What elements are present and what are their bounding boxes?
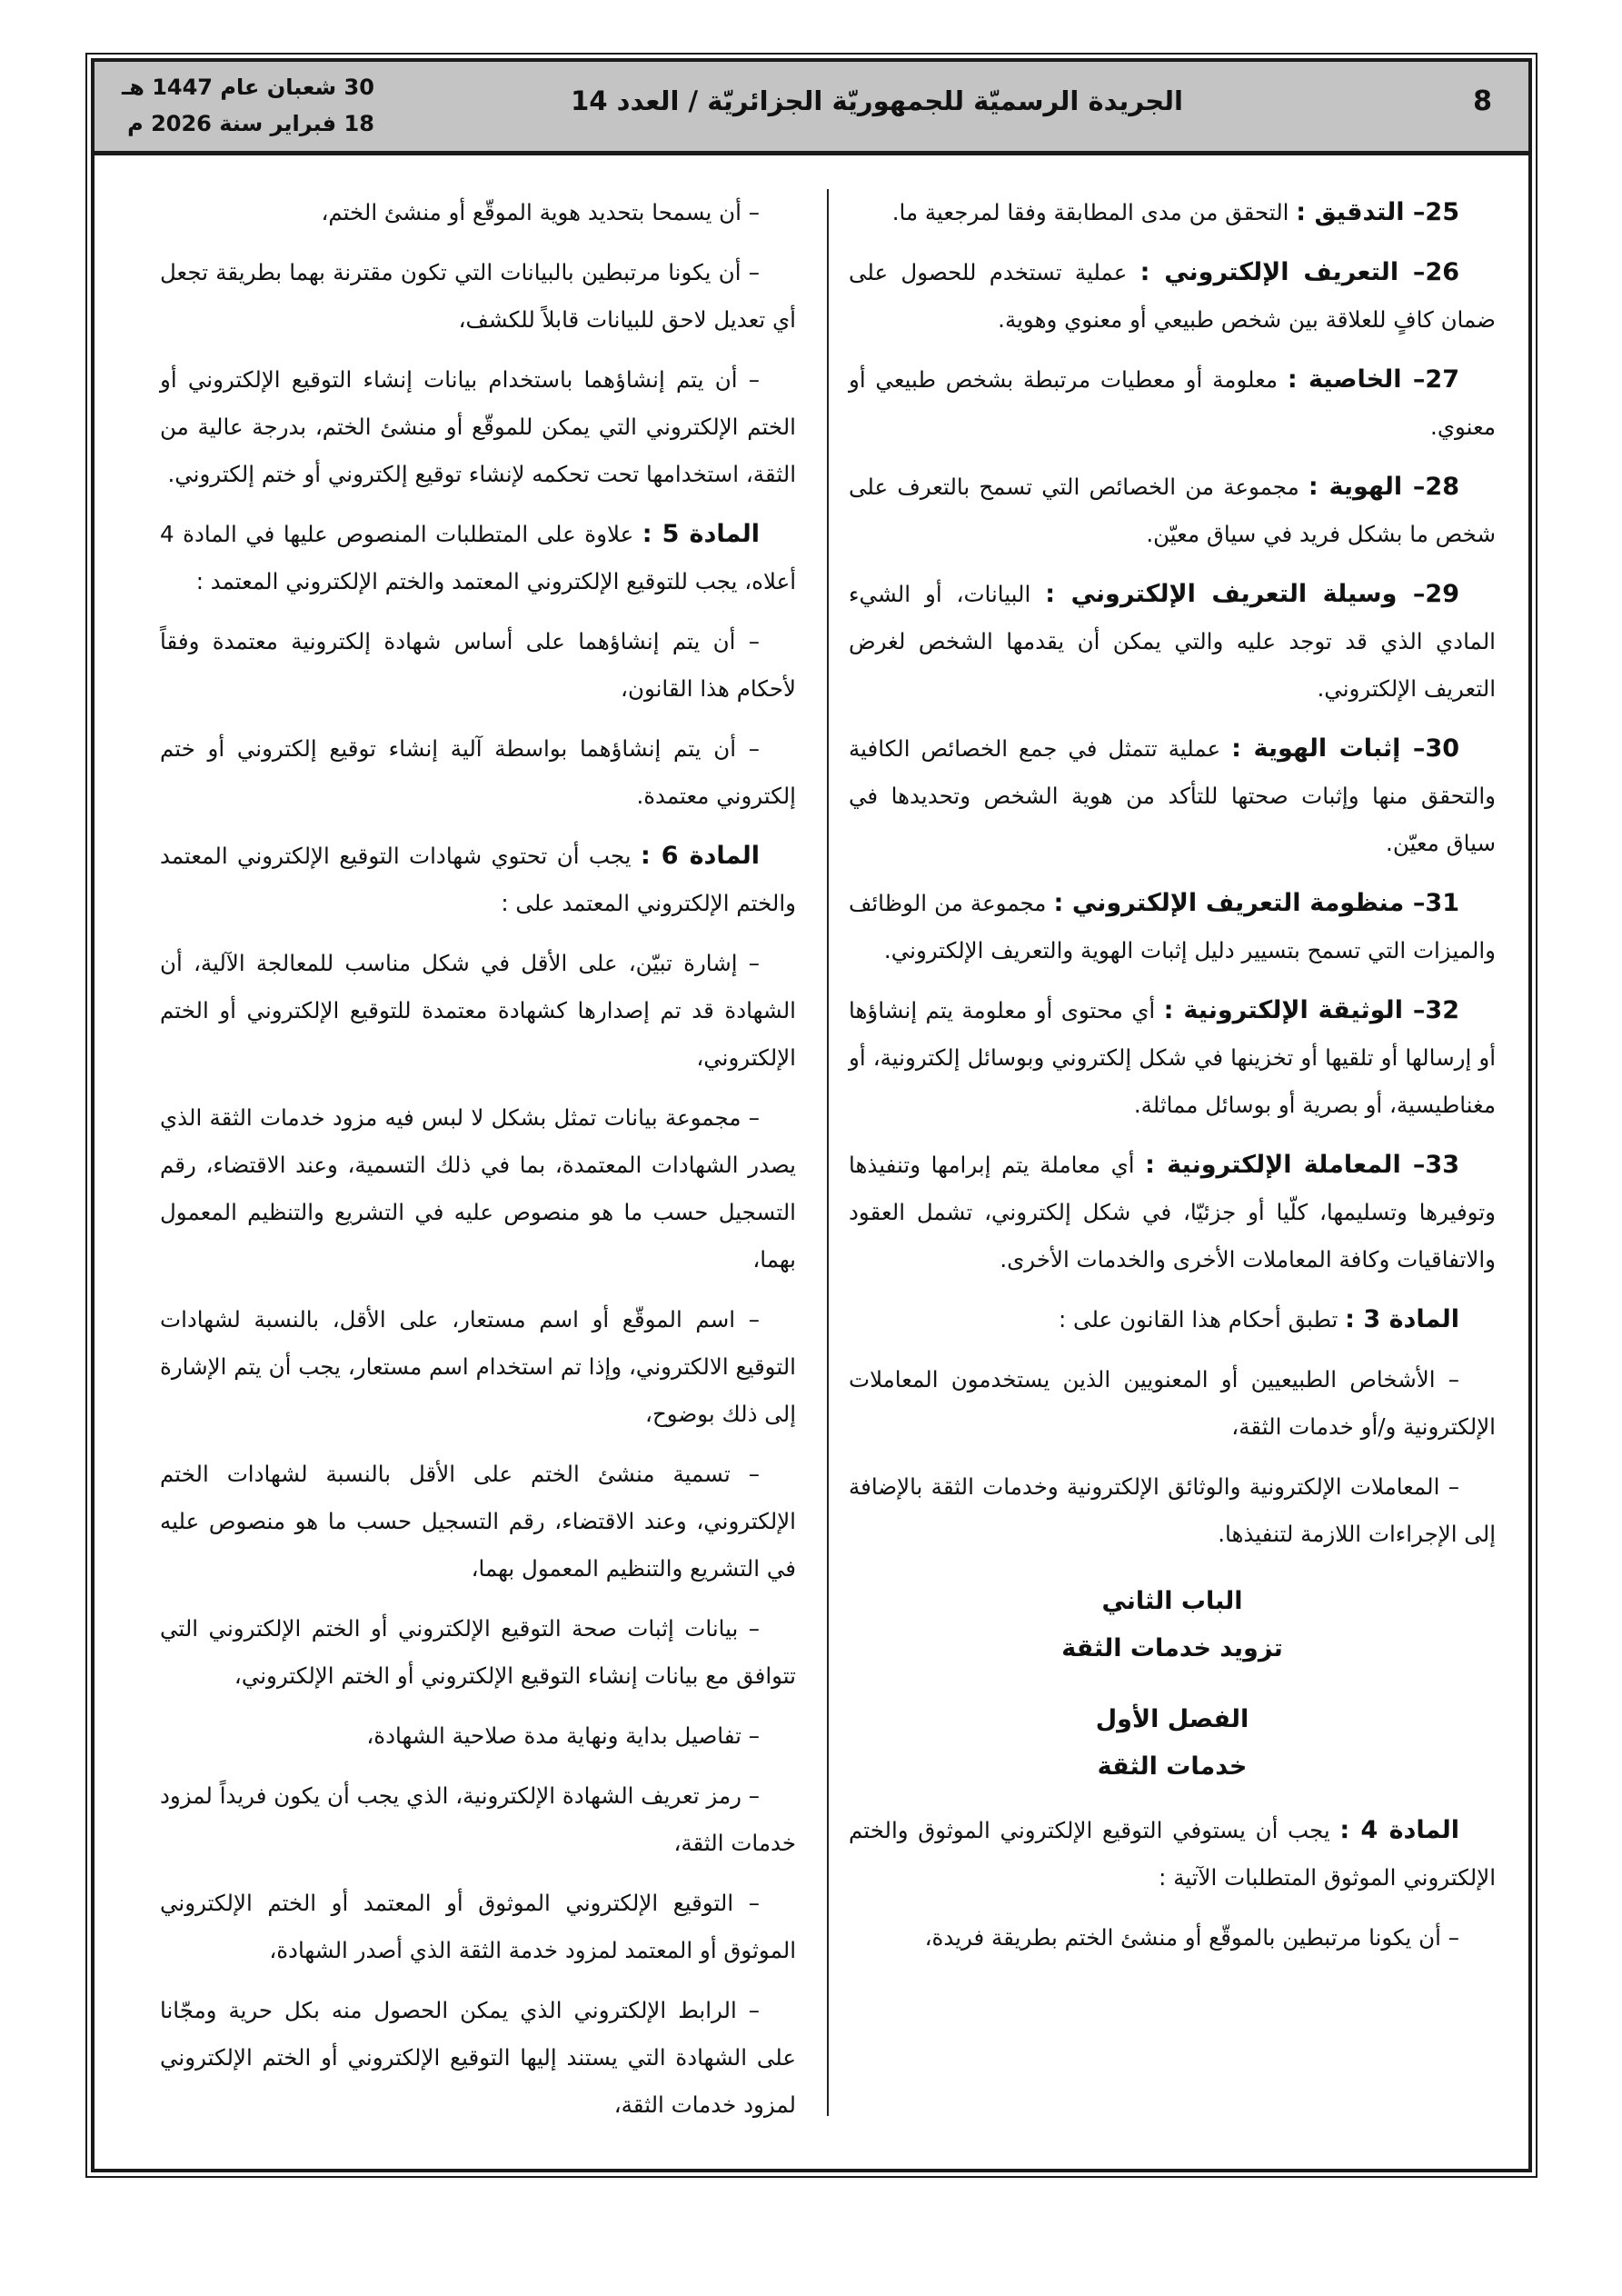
- definition-body: التحقق من مدى المطابقة وفقا لمرجعية ما.: [891, 199, 1297, 225]
- article-3: [849, 1296, 1496, 1343]
- date-gregorian: 18 فبراير سنة 2026 م: [127, 111, 374, 136]
- definition-body: مجموعة من الوظائف والميزات التي تسمح بتسيير دليل إثبات الهوية والتعريف الإلكتروني.: [849, 890, 1496, 963]
- definition-32: [849, 987, 1496, 1129]
- part-name: تزويد خدمات الثقة: [1061, 1634, 1283, 1662]
- list-item: – تسمية منشئ الختم على الأقل بالنسبة لشهادات الختم الإلكتروني، وعند الاقتضاء، رقم التسجيل حسب ما هو منصوص عليه في التشريع والتنظيم المعمول بهما،: [160, 1461, 796, 1582]
- definition-33: [849, 1142, 1496, 1283]
- term: 29– وسيلة التعريف الإلكتروني :: [1045, 580, 1459, 608]
- list-item: – إشارة تبيّن، على الأقل في شكل مناسب للمعالجة الآلية، أن الشهادة قد تم إصدارها كشهادة معتمدة للتوقيع الإلكتروني أو الختم الإلكتروني،: [160, 950, 796, 1071]
- page-frame: [91, 58, 1532, 2172]
- definition-body: عملية تستخدم للحصول على ضمان كافٍ للعلاقة بين شخص طبيعي أو معنوي وهوية.: [849, 259, 1496, 333]
- chapter-title: الفصل الأول: [1095, 1705, 1249, 1733]
- part-title: الباب الثاني: [1101, 1587, 1243, 1615]
- article-5: [160, 511, 796, 605]
- term: 28– الهوية :: [1308, 473, 1459, 501]
- article-body: يجب أن يستوفي التوقيع الإلكتروني الموثوق والختم الإلكتروني الموثوق المتطلبات الآتية :: [849, 1817, 1496, 1891]
- term: 32– الوثيقة الإلكترونية :: [1163, 996, 1459, 1024]
- journal-title: الجريدة الرسميّة للجمهوريّة الجزائريّة / العدد 14: [571, 85, 1183, 116]
- article-label: المادة 6 :: [640, 842, 760, 870]
- date-hijri: 30 شعبان عام 1447 هـ: [122, 75, 374, 100]
- term: 33– المعاملة الإلكترونية :: [1145, 1151, 1459, 1179]
- definition-body: مجموعة من الخصائص التي تسمح بالتعرف على شخص ما بشكل فريد في سياق معيّن.: [849, 474, 1496, 547]
- list-item: – أن يتم إنشاؤهما باستخدام بيانات إنشاء التوقيع الإلكتروني أو الختم الإلكتروني التي يمكن للموقّع أو منشئ الختم، بدرجة عالية من الثقة، استخدامها تحت تحكمه لإنشاء توقيع إلكتروني أو ختم إلكتروني.: [160, 366, 796, 487]
- article-body: يجب أن تحتوي شهادات التوقيع الإلكتروني المعتمد والختم الإلكتروني المعتمد على :: [160, 843, 796, 916]
- definition-25: [849, 189, 1496, 236]
- article-label: المادة 5 :: [642, 520, 760, 548]
- article-label: المادة 3 :: [1345, 1305, 1459, 1333]
- list-item: – مجموعة بيانات تمثل بشكل لا لبس فيه مزود خدمات الثقة الذي يصدر الشهادات المعتمدة، بما في ذلك التسمية، وعند الاقتضاء، رقم التسجيل حسب ما هو منصوص عليه في التشريع والتنظيم المعمول بهما،: [160, 1104, 796, 1273]
- term: 25– التدقيق :: [1296, 198, 1459, 226]
- article-label: المادة 4 :: [1339, 1816, 1460, 1844]
- page-number: 8: [1473, 85, 1492, 117]
- list-item: – رمز تعريف الشهادة الإلكترونية، الذي يجب أن يكون فريداً لمزود خدمات الثقة،: [160, 1782, 796, 1856]
- column-divider: [827, 189, 829, 2116]
- term: 26– التعريف الإلكتروني :: [1139, 258, 1460, 286]
- article-body: علاوة على المتطلبات المنصوص عليها في المادة 4 أعلاه، يجب للتوقيع الإلكتروني المعتمد والختم الإلكتروني المعتمد :: [160, 521, 796, 594]
- list-item: – أن يكونا مرتبطين بالموقّع أو منشئ الختم بطريقة فريدة،: [924, 1924, 1459, 1951]
- definition-body: أي محتوى أو معلومة يتم إنشاؤها أو إرسالها أو تلقيها أو تخزينها في شكل إلكتروني وبوسائل إلكترونية، أو مغناطيسية، أو بصرية أو بوسائل مماثلة.: [849, 997, 1496, 1118]
- list-item: – الرابط الإلكتروني الذي يمكن الحصول منه بكل حرية ومجّانا على الشهادة التي يستند إليها التوقيع الإلكتروني أو الختم الإلكتروني لمزود خدمات الثقة،: [160, 1997, 796, 2118]
- list-item: – أن يتم إنشاؤهما على أساس شهادة إلكترونية معتمدة وفقاً لأحكام هذا القانون،: [160, 628, 796, 702]
- list-item: – تفاصيل بداية ونهاية مدة صلاحية الشهادة،: [366, 1722, 760, 1749]
- definition-body: معلومة أو معطيات مرتبطة بشخص طبيعي أو معنوي.: [849, 366, 1496, 440]
- section-headings: [849, 1578, 1496, 1791]
- list-item: – أن يسمحا بتحديد هوية الموقّع أو منشئ الختم،: [321, 199, 760, 225]
- definition-body: البيانات، أو الشيء المادي الذي قد توجد عليه والتي يمكن أن يقدمها الشخص لغرض التعريف الإلكتروني.: [849, 581, 1496, 702]
- list-item: – الأشخاص الطبيعيين أو المعنويين الذين يستخدمون المعاملات الإلكترونية و/أو خدمات الثقة،: [849, 1366, 1496, 1440]
- list-item: – المعاملات الإلكترونية والوثائق الإلكترونية وخدمات الثقة بالإضافة إلى الإجراءات اللازمة لتنفيذها.: [849, 1473, 1496, 1547]
- list-item: – التوقيع الإلكتروني الموثوق أو المعتمد أو الختم الإلكتروني الموثوق أو المعتمد لمزود خدمة الثقة الذي أصدر الشهادة،: [160, 1890, 796, 1963]
- term: 31– منظومة التعريف الإلكتروني :: [1053, 889, 1459, 917]
- issue-date: [122, 69, 374, 142]
- definition-29: [849, 571, 1496, 713]
- definition-26: [849, 249, 1496, 344]
- definition-body: أي معاملة يتم إبرامها وتنفيذها وتوفيرها وتسليمها، كلّيا أو جزئيّا، في شكل إلكتروني، تشمل العقود والاتفاقيات وكافة المعاملات الأخرى والخدمات الأخرى.: [849, 1152, 1496, 1273]
- left-column: [160, 189, 796, 2141]
- right-column: [849, 189, 1496, 1974]
- definition-30: [849, 725, 1496, 867]
- definition-27: [849, 356, 1496, 451]
- definition-body: عملية تتمثل في جمع الخصائص الكافية والتحقق منها وإثبات صحتها للتأكد من هوية الشخص وتحديدها في سياق معيّن.: [849, 735, 1496, 856]
- definition-28: [849, 464, 1496, 558]
- term: 27– الخاصية :: [1287, 365, 1459, 394]
- list-item: – أن يكونا مرتبطين بالبيانات التي تكون مقترنة بهما بطريقة تجعل أي تعديل لاحق للبيانات قابلاً للكشف،: [160, 259, 796, 333]
- list-item: – بيانات إثبات صحة التوقيع الإلكتروني أو الختم الإلكتروني التي تتوافق مع بيانات إنشاء التوقيع الإلكتروني أو الختم الإلكتروني،: [160, 1615, 796, 1689]
- list-item: – أن يتم إنشاؤهما بواسطة آلية إنشاء توقيع إلكتروني أو ختم إلكتروني معتمدة.: [160, 735, 796, 809]
- chapter-name: خدمات الثقة: [1097, 1752, 1248, 1781]
- article-6: [160, 833, 796, 927]
- definition-31: [849, 880, 1496, 974]
- term: 30– إثبات الهوية :: [1231, 734, 1460, 763]
- page-header: [95, 62, 1528, 155]
- article-4: [849, 1807, 1496, 1902]
- list-item: – اسم الموقّع أو اسم مستعار، على الأقل، بالنسبة لشهادات التوقيع الالكتروني، وإذا تم استخدام اسم مستعار، يجب أن يتم الإشارة إلى ذلك بوضوح،: [160, 1306, 796, 1427]
- article-body: تطبق أحكام هذا القانون على :: [1058, 1306, 1346, 1333]
